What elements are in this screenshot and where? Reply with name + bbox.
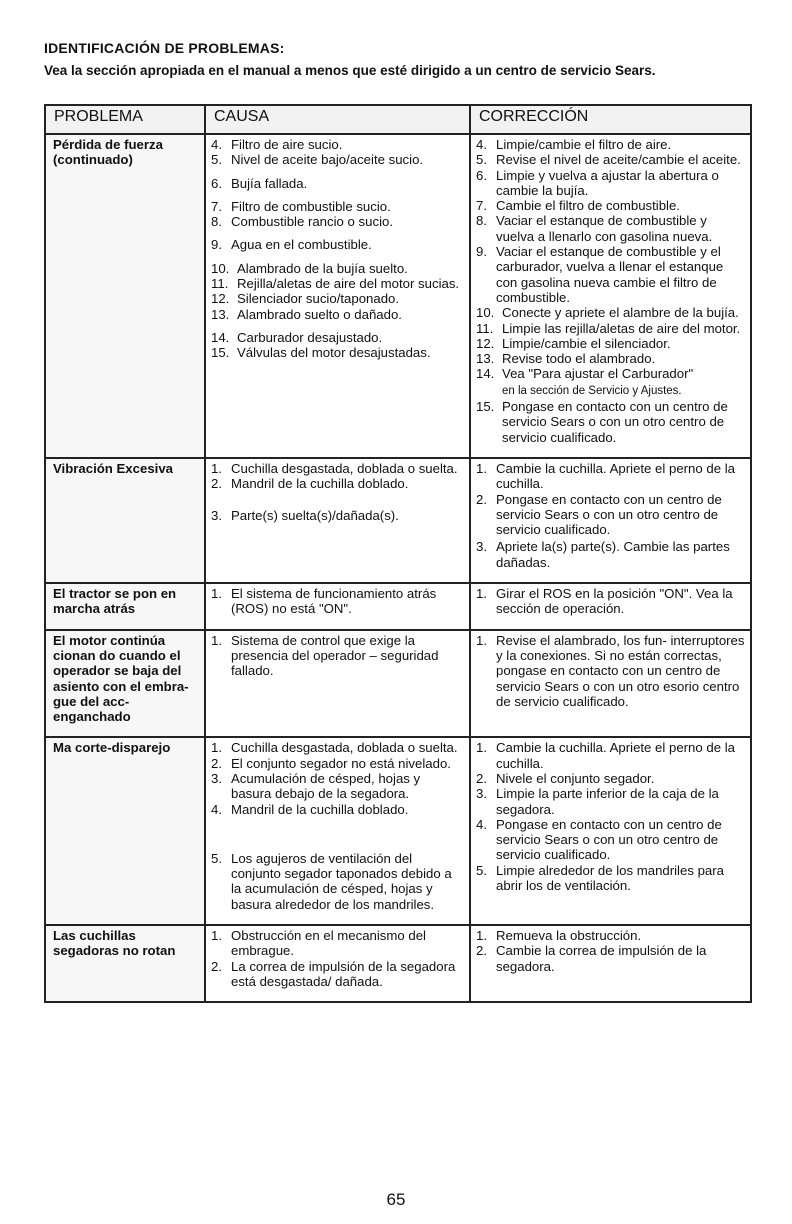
- correction-item: [476, 539, 745, 570]
- item-number: 1.: [476, 586, 487, 602]
- item-text: Válvulas del motor desajustadas.: [237, 345, 431, 361]
- correction-cell: [470, 458, 751, 583]
- cause-item: [211, 959, 464, 990]
- item-number: 5.: [211, 152, 222, 168]
- item-text: Pongase en contacto con un centro de servicio Sears o con un otro centro de servicio cualificado.: [496, 816, 722, 863]
- page-title: IDENTIFICACIÓN DE PROBLEMAS:: [44, 40, 285, 56]
- column-header-correction: CORRECCIÓN: [470, 105, 751, 134]
- correction-item: [476, 137, 745, 152]
- problem-cell: El motor continúa cionan do cuando el operador se baja del asiento con el embra-gue del acc- enganchado: [45, 630, 205, 738]
- cause-item: [211, 261, 464, 276]
- page-header: [44, 40, 764, 79]
- item-number: 7.: [211, 198, 222, 214]
- column-header-problem: PROBLEMA: [45, 105, 205, 134]
- item-text: Silenciador sucio/taponado.: [237, 291, 400, 307]
- correction-cell: [470, 583, 751, 630]
- table-row: [45, 583, 751, 630]
- problem-cell: Vibración Excesiva: [45, 458, 205, 583]
- problem-cell: Pérdida de fuerza (continuado): [45, 134, 205, 458]
- table-row: [45, 458, 751, 583]
- cause-cell: [205, 630, 470, 738]
- item-text: Los agujeros de ventilación del conjunto segador taponados debido a la acumulación de césped, hojas y basura alrededor de los mandriles.: [231, 850, 452, 912]
- column-header-cause: CAUSA: [205, 105, 470, 134]
- correction-item: [476, 213, 745, 244]
- cause-item: [211, 476, 464, 491]
- cause-item: [211, 276, 464, 291]
- item-note: en la sección de Servicio y Ajustes.: [502, 384, 682, 397]
- item-text: Limpie/cambie el filtro de aire.: [496, 137, 672, 152]
- cause-item: [211, 508, 464, 523]
- item-number: 11.: [476, 320, 494, 336]
- item-number: 12.: [476, 335, 495, 351]
- item-number: 10.: [211, 260, 230, 276]
- item-text: Vaciar el estanque de combustible y vuelva a llenarlo con gasolina nueva.: [496, 213, 713, 244]
- cause-item: [211, 802, 464, 817]
- problem-cell: Las cuchillas segadoras no rotan: [45, 925, 205, 1002]
- cause-cell: [205, 925, 470, 1002]
- cause-item: [211, 461, 464, 476]
- item-number: 13.: [211, 306, 230, 322]
- item-text: Limpie y vuelva a ajustar la abertura o cambie la bujía.: [496, 167, 719, 198]
- troubleshooting-table: [44, 104, 752, 1003]
- item-text: Bujía fallada.: [231, 175, 308, 191]
- item-text: Acumulación de césped, hojas y basura debajo de la segadora.: [231, 770, 421, 802]
- correction-item: [476, 943, 745, 974]
- item-text: Nivele el conjunto segador.: [496, 770, 655, 786]
- item-number: 3.: [211, 507, 222, 523]
- item-text: El sistema de funcionamiento atrás (ROS) no está "ON".: [231, 586, 437, 617]
- cause-item: [211, 851, 464, 912]
- cause-item: [211, 152, 464, 167]
- item-number: 4.: [211, 801, 222, 817]
- correction-item: [476, 152, 745, 167]
- correction-item: [476, 740, 745, 771]
- item-number: 3.: [476, 539, 487, 555]
- cause-item: [211, 330, 464, 345]
- item-text: Vea "Para ajustar el Carburador": [502, 366, 694, 382]
- correction-item: [476, 366, 745, 399]
- correction-item: [476, 399, 745, 445]
- item-number: 4.: [476, 816, 487, 832]
- item-number: 1.: [211, 460, 222, 476]
- item-number: 1.: [211, 740, 222, 756]
- table-body: [45, 134, 751, 1002]
- item-text: Cambie la cuchilla. Apriete el perno de la cuchilla.: [496, 460, 735, 492]
- item-number: 15.: [211, 345, 230, 361]
- correction-item: [476, 492, 745, 538]
- table-row: [45, 134, 751, 458]
- item-text: Girar el ROS en la posición "ON". Vea la sección de operación.: [496, 586, 733, 617]
- cause-item: [211, 345, 464, 360]
- page-subtitle: Vea la sección apropiada en el manual a menos que esté dirigido a un centro de servicio Sears.: [44, 63, 656, 78]
- item-text: Agua en el combustible.: [231, 237, 372, 253]
- cause-item: [211, 137, 464, 152]
- correction-item: [476, 863, 745, 894]
- cause-item: [211, 586, 464, 617]
- item-number: 2.: [211, 958, 222, 974]
- item-number: 8.: [476, 213, 487, 229]
- item-text: Combustible rancio o sucio.: [231, 214, 393, 230]
- correction-item: [476, 168, 745, 199]
- correction-item: [476, 336, 745, 351]
- item-number: 1.: [211, 928, 222, 944]
- table-header-row: [45, 105, 751, 134]
- item-text: Filtro de combustible sucio.: [231, 198, 391, 214]
- item-number: 5.: [476, 862, 487, 878]
- item-number: 14.: [211, 329, 230, 345]
- cause-item: [211, 199, 464, 214]
- item-text: Alambrado de la bujía suelto.: [237, 260, 408, 276]
- cause-cell: [205, 737, 470, 925]
- cause-cell: [205, 458, 470, 583]
- correction-item: [476, 461, 745, 492]
- cause-item: [211, 633, 464, 679]
- correction-item: [476, 771, 745, 786]
- item-text: Carburador desajustado.: [237, 329, 383, 345]
- item-text: Sistema de control que exige la presencia del operador – seguridad fallado.: [231, 632, 439, 679]
- item-number: 11.: [211, 276, 229, 292]
- item-text: Vaciar el estanque de combustible y el carburador, vuelva a llenar el estanque con gasolina nueva cambie el filtro de combustible.: [496, 244, 724, 305]
- item-number: 6.: [476, 167, 487, 183]
- cause-item: [211, 291, 464, 306]
- item-text: Revise el alambrado, los fun- interruptores y la conexiones. Si no están correctas, pongase en contacto con un centro de servicio Sears o con un otro esorio centro de servicio cualificado.: [496, 632, 745, 709]
- item-number: 13.: [476, 351, 495, 367]
- item-text: Pongase en contacto con un centro de servicio Sears o con un otro centro de servicio cualificado.: [496, 491, 722, 538]
- item-number: 12.: [211, 291, 230, 307]
- item-text: Nivel de aceite bajo/aceite sucio.: [231, 152, 424, 168]
- correction-cell: [470, 630, 751, 738]
- item-number: 2.: [476, 770, 487, 786]
- correction-item: [476, 817, 745, 863]
- table-row: [45, 630, 751, 738]
- item-number: 10.: [476, 305, 495, 321]
- correction-cell: [470, 134, 751, 458]
- table-row: [45, 925, 751, 1002]
- item-text: Obstrucción en el mecanismo del embrague.: [231, 928, 426, 959]
- item-number: 1.: [211, 586, 222, 602]
- item-number: 14.: [476, 366, 495, 382]
- item-number: 4.: [211, 137, 222, 152]
- item-number: 9.: [476, 244, 487, 260]
- cause-item: [211, 928, 464, 959]
- correction-item: [476, 321, 745, 336]
- cause-item: [211, 307, 464, 322]
- item-text: Conecte y apriete el alambre de la bujía.: [502, 305, 739, 321]
- cause-item: [211, 756, 464, 771]
- table-row: [45, 737, 751, 925]
- correction-item: [476, 198, 745, 213]
- cause-item: [211, 740, 464, 755]
- item-number: 2.: [476, 943, 487, 959]
- correction-cell: [470, 925, 751, 1002]
- item-text: Limpie las rejilla/aletas de aire del motor.: [502, 320, 741, 336]
- item-text: Cambie el filtro de combustible.: [496, 198, 680, 214]
- item-text: Apriete la(s) parte(s). Cambie las partes dañadas.: [496, 539, 730, 570]
- item-text: El conjunto segador no está nivelado.: [231, 755, 451, 771]
- correction-item: [476, 244, 745, 305]
- item-number: 7.: [476, 198, 487, 214]
- correction-item: [476, 305, 745, 320]
- item-number: 1.: [476, 740, 487, 756]
- item-number: 15.: [476, 399, 495, 415]
- item-text: Revise todo el alambrado.: [502, 351, 656, 367]
- item-number: 3.: [476, 786, 487, 802]
- item-number: 1.: [476, 632, 487, 648]
- item-number: 6.: [211, 175, 222, 191]
- item-number: 9.: [211, 237, 222, 253]
- item-text: Remueva la obstrucción.: [496, 928, 642, 944]
- item-text: Cuchilla desgastada, doblada o suelta.: [231, 740, 458, 756]
- item-number: 2.: [211, 755, 222, 771]
- item-text: La correa de impulsión de la segadora está desgastada/ dañada.: [231, 958, 456, 989]
- item-number: 1.: [476, 928, 487, 944]
- cause-cell: [205, 583, 470, 630]
- correction-item: [476, 633, 745, 709]
- item-text: Mandril de la cuchilla doblado.: [231, 476, 409, 492]
- cause-item: [211, 214, 464, 229]
- cause-cell: [205, 134, 470, 458]
- item-text: Cambie la cuchilla. Apriete el perno de la cuchilla.: [496, 740, 735, 771]
- item-text: Cuchilla desgastada, doblada o suelta.: [231, 460, 458, 476]
- item-number: 5.: [476, 152, 487, 168]
- problem-cell: El tractor se pon en marcha atrás: [45, 583, 205, 630]
- item-text: Rejilla/aletas de aire del motor sucias.: [237, 276, 460, 292]
- problem-cell: Ma corte-disparejo: [45, 737, 205, 925]
- item-number: 3.: [211, 770, 222, 786]
- page-number: 65: [386, 1190, 406, 1209]
- item-number: 2.: [211, 476, 222, 492]
- item-number: 5.: [211, 850, 222, 866]
- item-text: Pongase en contacto con un centro de servicio Sears o con un otro centro de servicio cualificado.: [502, 399, 728, 445]
- item-text: Cambie la correa de impulsión de la segadora.: [496, 943, 707, 974]
- item-number: 2.: [476, 491, 487, 507]
- correction-item: [476, 586, 745, 617]
- cause-item: [211, 237, 464, 252]
- cause-item: [211, 771, 464, 802]
- correction-item: [476, 351, 745, 366]
- item-text: Parte(s) suelta(s)/dañada(s).: [231, 507, 399, 523]
- item-text: Limpie/cambie el silenciador.: [502, 335, 671, 351]
- item-text: Limpie alrededor de los mandriles para abrir los de ventilación.: [496, 862, 724, 894]
- cause-item: [211, 176, 464, 191]
- item-text: Revise el nivel de aceite/cambie el aceite.: [496, 152, 741, 168]
- item-text: Mandril de la cuchilla doblado.: [231, 801, 409, 817]
- item-text: Limpie la parte inferior de la caja de la segadora.: [496, 786, 719, 817]
- item-number: 4.: [476, 137, 487, 152]
- correction-item: [476, 928, 745, 943]
- item-text: Alambrado suelto o dañado.: [237, 306, 402, 322]
- item-number: 1.: [476, 460, 487, 476]
- item-number: 8.: [211, 214, 222, 230]
- item-number: 1.: [211, 632, 222, 648]
- correction-item: [476, 786, 745, 817]
- item-text: Filtro de aire sucio.: [231, 137, 343, 152]
- correction-cell: [470, 737, 751, 925]
